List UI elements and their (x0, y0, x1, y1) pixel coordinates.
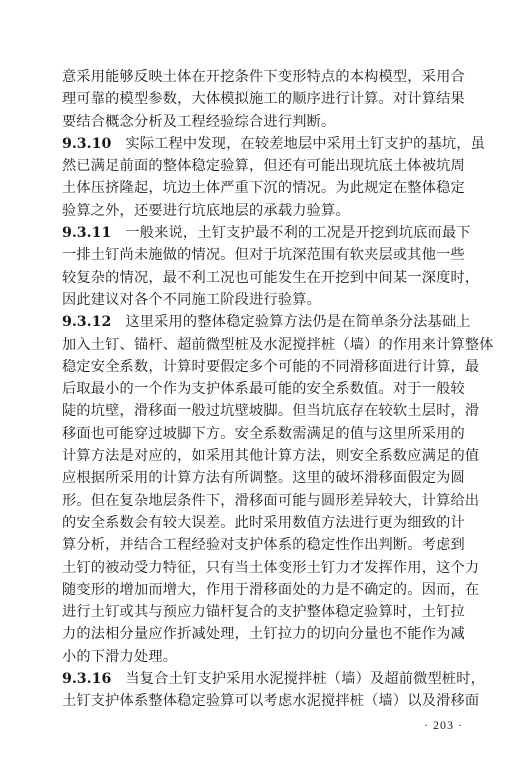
text-line (62, 334, 494, 356)
text-line (62, 356, 480, 378)
text-line (62, 690, 480, 712)
line-text: 土体压挤隆起，坑边土体严重下沉的情况。为此规定在整体稳定 (62, 180, 465, 197)
text-line (62, 155, 465, 177)
line-text: 的安全系数会有较大误差。此时采用数值方法进行更为细致的计 (62, 514, 465, 531)
text-line (62, 111, 462, 133)
text-line (62, 378, 465, 400)
text-line (62, 289, 462, 311)
clause-number: 9.3.16 (62, 671, 112, 688)
text-line (62, 623, 465, 645)
text-line (62, 311, 471, 333)
text-line (62, 490, 480, 512)
line-text: 随变形的增加而增大，作用于滑移面处的力是不确定的。因而，在 (62, 581, 480, 598)
line-text: 较复杂的情况，最不利工况也可能发生在开挖到中间某一深度时， (62, 269, 480, 286)
line-text: 后取最小的一个作为支护体系最可能的安全系数值。对于一般较 (62, 381, 465, 398)
clause-number: 9.3.10 (62, 135, 112, 152)
line-text: 加入土钉、锚杆、超前微型桩及水泥搅拌桩（墙）的作用来计算整体 (62, 336, 494, 353)
line-text: 算分析，并结合工程经验对支护体系的稳定性作出判断。考虑到 (62, 537, 465, 554)
text-line (62, 400, 480, 422)
document-body (62, 66, 494, 713)
text-line (62, 534, 465, 556)
line-text: 这里采用的整体稳定验算方法仍是在简单条分法基础上 (125, 314, 471, 331)
line-text: 一般来说，土钉支护最不利的工况是开挖到坑底而最下 (125, 225, 471, 242)
text-line (62, 200, 462, 222)
line-text: 理可靠的模型参数，大体模拟施工的顺序进行计算。对计算结果 (62, 91, 465, 108)
line-text: 要结合概念分析及工程经验综合进行判断。 (62, 113, 336, 130)
text-line (62, 579, 480, 601)
clause-number: 9.3.11 (62, 225, 112, 242)
line-text: 土钉的被动受力特征，只有当土体变形土钉力才发挥作用，这个力 (62, 559, 480, 576)
line-text: 移面也可能穿过坡脚下方。安全系数需满足的值与这里所采用的 (62, 425, 465, 442)
text-line (62, 133, 486, 155)
line-text: 稳定安全系数，计算时要假定多个可能的不同滑移面进行计算，最 (62, 358, 480, 375)
text-line (62, 467, 465, 489)
text-line (62, 222, 471, 244)
line-text: 计算方法是对应的，如采用其他计算方法，则安全系数应满足的值 (62, 448, 480, 465)
line-text: 陡的坑壁，滑移面一般过坑壁坡脚。但当坑底存在较软土层时，滑 (62, 403, 480, 420)
text-line (62, 445, 480, 467)
text-line (62, 512, 465, 534)
line-text: 验算之外，还要进行坑底地层的承载力验算。 (62, 202, 350, 219)
text-line (62, 668, 486, 690)
page-number: · 203 · (424, 718, 463, 732)
text-line (62, 601, 465, 623)
line-text: 进行土钉或其与预应力锚杆复合的支护整体稳定验算时，土钉拉 (62, 604, 465, 621)
line-text: 力的法相分量应作折减处理，土钉拉力的切向分量也不能作为减 (62, 626, 465, 643)
text-line (62, 88, 465, 110)
text-line (62, 177, 465, 199)
text-line (62, 423, 465, 445)
line-text: 实际工程中发现，在较差地层中采用土钉支护的基坑，虽 (125, 135, 486, 152)
line-text: 意采用能够反映土体在开挖条件下变形特点的本构模型，采用合 (62, 69, 465, 85)
line-text: 土钉支护体系整体稳定验算可以考虑水泥搅拌桩（墙）以及滑移面 (62, 693, 480, 710)
text-line (62, 66, 465, 88)
text-line (62, 267, 480, 289)
text-line (62, 244, 465, 266)
line-text: 形。但在复杂地层条件下，滑移面可能与圆形差异较大，计算给出 (62, 492, 480, 509)
line-text: 当复合土钉支护采用水泥搅拌桩（墙）及超前微型桩时， (125, 671, 486, 688)
line-text: 因此建议对各个不同施工阶段进行验算。 (62, 291, 321, 308)
line-text: 然已满足前面的整体稳定验算，但还有可能出现坑底土体被坑周 (62, 158, 465, 175)
text-line (62, 557, 480, 579)
clause-number: 9.3.12 (62, 314, 112, 331)
text-line (62, 646, 462, 668)
line-text: 应根据所采用的计算方法有所调整。这里的破坏滑移面假定为圆 (62, 470, 465, 487)
line-text: 一排土钉尚未施做的情况。但对于坑深范围有软夹层或其他一些 (62, 247, 465, 264)
line-text: 小的下滑力处理。 (62, 648, 178, 665)
